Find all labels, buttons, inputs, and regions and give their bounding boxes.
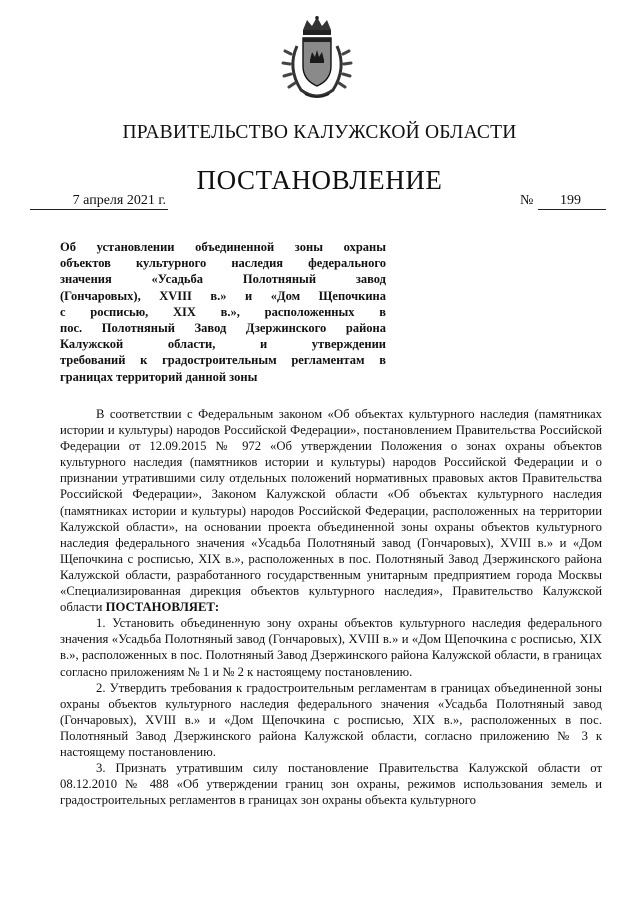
subject-line: пос. Полотняный Завод Дзержинского района	[60, 321, 386, 336]
item-3-paragraph: 3. Признать утратившим силу постановление Правительства Калужской области от 08.12.2010 № 488 «Об утверждении границ зон охраны, режимов использования земель и градостроительных регламентов в границах зон охраны объекта культурного	[60, 761, 602, 808]
document-date: 7 апреля 2021 г.	[72, 193, 166, 208]
preamble-paragraph	[60, 406, 602, 615]
preamble-text: В соответствии с Федеральным законом «Об объектах культурного наследия (памятниках истории и культуры) народов Российской Федерации», постановлением Правительства Российской Федерации от 12.09.2015 № 972 «Об утверждении Положения о зонах охраны объектов культурного наследия (памятников истории и культуры) народов Российской Федерации и о признании утратившими силу отдельных положений нормативных правовых актов Правительства Российской Федерации», Законом Калужской области «Об объектах культурного наследия (памятниках истории и культуры) народов Российской Федерации, расположенных на территории Калужской области», на основании проекта объединенной зоны охраны объектов культурного наследия федерального значения «Усадьба Полотняный завод (Гончаровых), XVIII в.» и «Дом Щепочкина с росписью, XIX в.», расположенных в пос. Полотняный Завод Дзержинского района Калужской области, разработанного государственным унитарным предприятием города Москвы «Специализированная дирекция объектов культурного наследия», Правительство Калужской области	[60, 407, 602, 615]
resolve-word: ПОСТАНОВЛЯЕТ:	[105, 600, 220, 615]
subject-line: Об установлении объединенной зоны охраны	[60, 240, 386, 254]
item-2-paragraph: 2. Утвердить требования к градостроительным регламентам в границах объединенной зоны охраны объектов культурного наследия федерального значения «Усадьба Полотняный завод (Гончаровых), XVIII в.» и «Дом Щепочкина с росписью, XIX в.», расположенных в пос. Полотняный Завод Дзержинского района Калужской области, согласно приложению № 3 к настоящему постановлению.	[60, 680, 602, 759]
document-type-title: ПОСТАНОВЛЕНИЕ	[196, 165, 443, 195]
document-date-field	[30, 191, 168, 210]
government-title: ПРАВИТЕЛЬСТВО КАЛУЖСКОЙ ОБЛАСТИ	[122, 122, 517, 143]
document-body	[60, 406, 602, 808]
subject-line: значения «Усадьба Полотняный завод	[60, 272, 386, 287]
subject-line: требований к градостроительным регламентам в	[60, 353, 386, 368]
document-subject	[60, 239, 386, 385]
subject-line: (Гончаровых), XVIII в.» и «Дом Щепочкина	[60, 288, 386, 303]
subject-line: объектов культурного наследия федерального	[60, 256, 386, 271]
number-sign: №	[520, 193, 534, 208]
kaluga-region-coat-of-arms-icon	[281, 16, 353, 102]
document-number: 199	[560, 193, 581, 208]
item-1-paragraph: 1. Установить объединенную зону охраны объектов культурного наследия федерального значения «Усадьба Полотняный завод (Гончаровых), XVIII в.» и «Дом Щепочкина с росписью, XIX в.», расположенных в пос. Полотняный Завод Дзержинского района Калужской области, в границах согласно приложениям № 1 и № 2 к настоящему постановлению.	[60, 616, 602, 679]
document-number-field	[538, 191, 606, 210]
subject-line: Калужской области, и утверждении	[60, 337, 386, 352]
subject-line: границах территорий данной зоны	[60, 369, 258, 384]
subject-line: с росписью, XIX в.», расположенных в	[60, 304, 386, 319]
